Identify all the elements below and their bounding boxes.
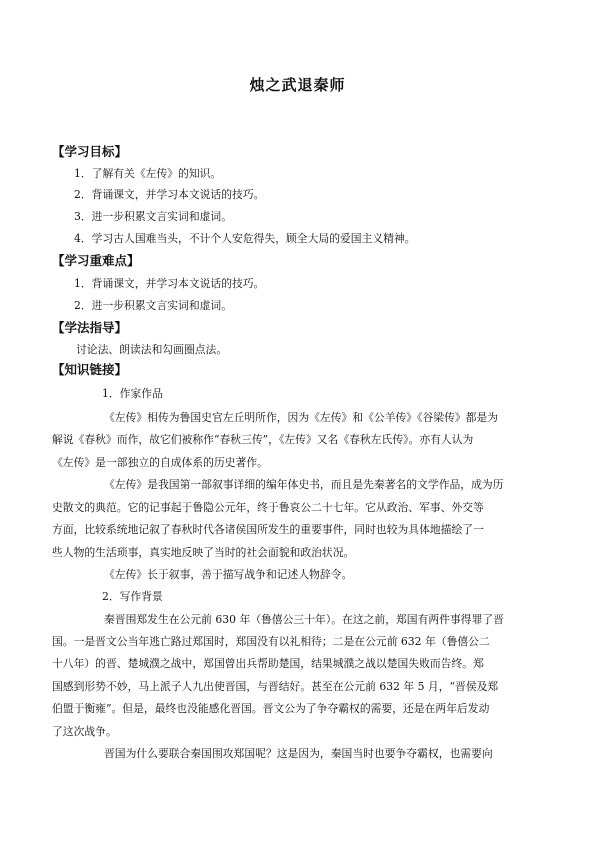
paragraph-line: 《左传》是我国第一部叙事详细的编年体史书，而且是先秦著名的文学作品，成为历 [104, 478, 504, 491]
list-item: 4．学习古人国难当头，不计个人安危得失，顾全大局的爱国主义精神。 [74, 232, 416, 245]
list-item: 2．进一步积累文言实词和虚词。 [74, 299, 233, 312]
paragraph-line: 国。一是晋文公当年逃亡路过郑国时，郑国没有以礼相待；二是在公元前 632 年（鲁僖公二 [52, 635, 490, 648]
paragraph-line: 《左传》长于叙事，善于描写战争和记述人物辞令。 [104, 568, 353, 581]
list-item: 3．进一步积累文言实词和虚词。 [74, 210, 233, 223]
subheading-background: 2．写作背景 [102, 590, 163, 603]
paragraph-line: 《左传》是一部独立的自成体系的历史著作。 [52, 456, 268, 469]
page-title: 烛之武退秦师 [249, 76, 346, 94]
paragraph-line: 国感到形势不妙，马上派子人九出使晋国，与晋结好。甚至在公元前 632 年 5 月，“晋侯及郑 [52, 680, 499, 693]
method-text: 讨论法、朗读法和勾画圈点法。 [76, 343, 228, 356]
section-heading-goals: 【学习目标】 [52, 144, 128, 159]
paragraph-line: 《左传》相传为鲁国史官左丘明所作，因为《左传》和《公羊传》《谷梁传》都是为 [104, 411, 499, 424]
paragraph-line: 解说《春秋》而作，故它们被称作“春秋三传”，《左传》又名《春秋左氏传》。亦有人认为 [52, 433, 474, 446]
paragraph-line: 史散文的典范。它的记事起于鲁隐公元年，终于鲁哀公二十七年。它从政治、军事、外交等 [52, 501, 484, 514]
list-item: 2．背诵课文，并学习本文说话的技巧。 [74, 188, 265, 201]
paragraph-line: 伯盟于衡雍”。但是，最终也没能感化晋国。晋文公为了争夺霸权的需要，还是在两年后发动 [52, 702, 490, 715]
paragraph-line: 了这次战争。 [52, 725, 117, 738]
section-heading-knowledge: 【知识链接】 [52, 362, 128, 377]
paragraph-line: 方面，比较系统地记叙了春秋时代各诸侯国所发生的重要事件，同时也较为具体地描绘了一 [52, 523, 484, 536]
section-heading-method: 【学法指导】 [52, 320, 128, 335]
paragraph-line: 十八年）的晋、楚城濮之战中，郑国曾出兵帮助楚国，结果城濮之战以楚国失败而告终。郑 [52, 657, 484, 670]
section-heading-key-points: 【学习重难点】 [52, 253, 140, 268]
paragraph-line: 秦晋围郑发生在公元前 630 年（鲁僖公三十年）。在这之前，郑国有两件事得罪了晋 [104, 613, 504, 626]
subheading-author-works: 1．作家作品 [102, 387, 163, 400]
paragraph-line: 些人物的生活琐事，真实地反映了当时的社会面貌和政治状况。 [52, 546, 355, 559]
list-item: 1．背诵课文，并学习本文说话的技巧。 [74, 277, 265, 290]
paragraph-line: 晋国为什么要联合秦国围攻郑国呢？这是因为，秦国当时也要争夺霸权，也需要向 [104, 747, 493, 760]
list-item: 1．了解有关《左传》的知识。 [74, 167, 222, 180]
